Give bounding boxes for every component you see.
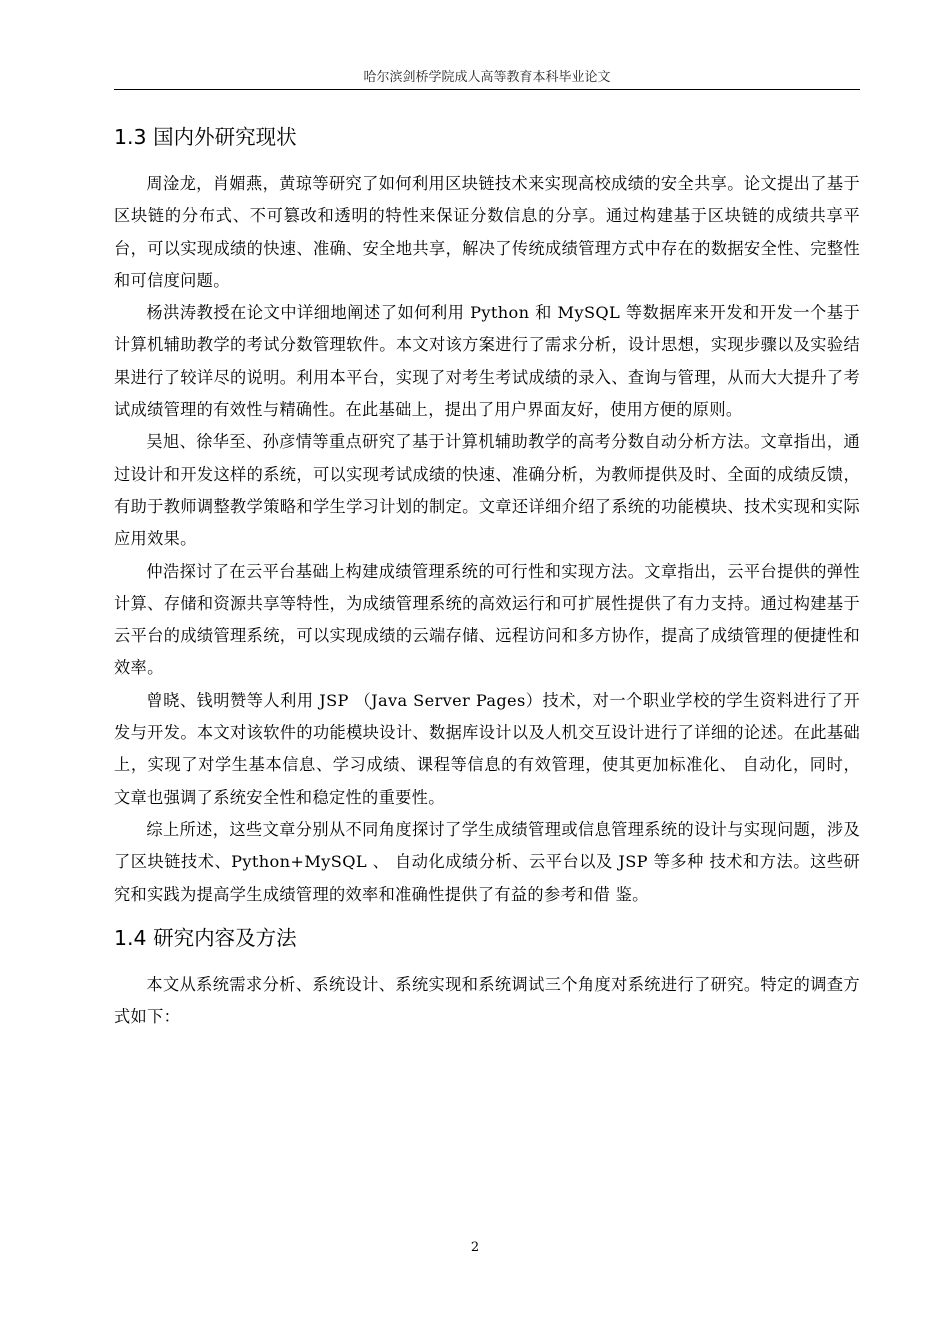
section-title-1-3: 1.3 国内外研究现状 <box>114 125 297 149</box>
section-title-1-4: 1.4 研究内容及方法 <box>114 925 297 950</box>
running-header: 哈尔滨剑桥学院成人高等教育本科毕业论文 <box>363 70 611 85</box>
paragraph: 曾晓、钱明赞等人利用 JSP （Java Server Pages）技术，对一个职业学校的学生资料进行了开发与开发。本文对该软件的功能模块设计、数据库设计以及人机交互设计进行了详细的论述。在此基础上，实现了对学生基本信息、学习成绩、课程等信息的有效管理，使其更加标准化、 自动化，同时，文章也强调了系统安全性和稳定性的重要性。 <box>114 690 860 807</box>
paragraph: 吴旭、徐华至、孙彦情等重点研究了基于计算机辅助教学的高考分数自动分析方法。文章指出，通过设计和开发这样的系统，可以实现考试成绩的快速、准确分析，为教师提供及时、全面的成绩反馈，有助于教师调整教学策略和学生学习计划的制定。文章还详细介绍了系统的功能模块、技术实现和实际应用效果。 <box>114 432 860 549</box>
header-divider <box>114 89 860 90</box>
page-body <box>114 118 860 1033</box>
paragraph: 本文从系统需求分析、系统设计、系统实现和系统调试三个角度对系统进行了研究。特定的调查方式如下： <box>114 974 860 1027</box>
paragraph: 仲浩探讨了在云平台基础上构建成绩管理系统的可行性和实现方法。文章指出，云平台提供的弹性计算、存储和资源共享等特性，为成绩管理系统的高效运行和可扩展性提供了有力支持。通过构建基于云平台的成绩管理系统，可以实现成绩的云端存储、远程访问和多方协作，提高了成绩管理的便捷性和效率。 <box>114 561 860 678</box>
paragraph: 综上所述，这些文章分别从不同角度探讨了学生成绩管理或信息管理系统的设计与实现问题，涉及了区块链技术、Python+MySQL 、 自动化成绩分析、云平台以及 JSP 等多种 技术和方法。这些研究和实践为提高学生成绩管理的效率和准确性提供了有益的参考和借 鉴。 <box>114 819 860 904</box>
paragraph: 杨洪涛教授在论文中详细地阐述了如何利用 Python 和 MySQL 等数据库来开发和开发一个基于计算机辅助教学的考试分数管理软件。本文对该方案进行了需求分析，设计思想，实现步骤以及实验结果进行了较详尽的说明。利用本平台，实现了对考生考试成绩的录入、查询与管理，从而大大提升了考试成绩管理的有效性与精确性。在此基础上，提出了用户界面友好，使用方便的原则。 <box>114 303 860 420</box>
page-number: 2 <box>470 1240 480 1255</box>
paragraph: 周淦龙，肖媚燕，黄琼等研究了如何利用区块链技术来实现高校成绩的安全共享。论文提出了基于区块链的分布式、不可篡改和透明的特性来保证分数信息的分享。通过构建基于区块链的成绩共享平台，可以实现成绩的快速、准确、安全地共享，解决了传统成绩管理方式中存在的数据安全性、完整性和可信度问题。 <box>114 174 860 290</box>
